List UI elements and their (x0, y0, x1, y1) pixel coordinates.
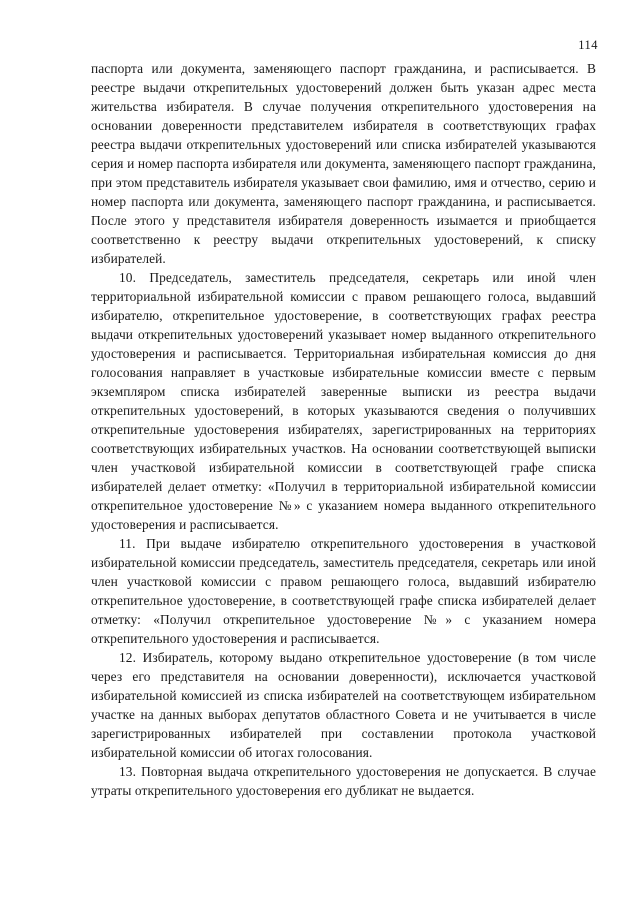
paragraph-continuation: паспорта или документа, заменяющего паспорт гражданина, и расписывается. В реестре выдачи открепительных удостоверений должен быть указан адрес места жительства избирателя. В случае получения открепительного удостоверения на основании доверенности представителем избирателя в соответствующих графах реестра выдачи открепительных удостоверений или списка избирателей указываются серия и номер паспорта избирателя или документа, заменяющего паспорт гражданина, при этом представитель избирателя указывает свои фамилию, имя и отчество, серию и номер паспорта или документа, заменяющего паспорт гражданина, и расписывается. После этого у представителя избирателя доверенность изымается и приобщается соответственно к реестру выдачи открепительных удостоверений, к списку избирателей. (91, 61, 596, 266)
paragraph-item-12: 12. Избиратель, которому выдано открепительное удостоверение (в том числе через его представителя на основании доверенности), исключается участковой избирательной комиссией из списка избирателей на соответствующем избирательном участке на данных выборах депутатов областного Совета и не учитывается в числе зарегистрированных избирателей при составлении протокола участковой избирательной комиссии об итогах голосования. (91, 650, 596, 760)
paragraph-item-11: 11. При выдаче избирателю открепительного удостоверения в участковой избирательной комиссии председатель, заместитель председателя, секретарь или иной член участковой комиссии с правом решающего голоса, выдавший избирателю открепительное удостоверение, в соответствующей графе списка избирателей делает отметку: «Получил открепительное удостоверение №» с указанием номера открепительного удостоверения и расписывается. (91, 536, 596, 646)
document-body (91, 59, 596, 800)
paragraph-item-13: 13. Повторная выдача открепительного удостоверения не допускается. В случае утраты открепительного удостоверения его дубликат не выдается. (91, 764, 596, 798)
paragraph-item-10: 10. Председатель, заместитель председателя, секретарь или иной член территориальной избирательной комиссии с правом решающего голоса, выдавший избирателю, открепительное удостоверение, в соответствующих графах реестра выдачи открепительных удостоверений указывает номер выданного открепительного удостоверения и расписывается. Территориальная избирательная комиссия до дня голосования направляет в участковые избирательные комиссии вместе с первым экземпляром списка избирателей заверенные выписки из реестра выдачи открепительных удостоверений, в которых указываются сведения о получивших открепительные удостоверения избирателях, зарегистрированных на территориях соответствующих избирательных участков. На основании соответствующей выписки член участковой избирательной комиссии в соответствующей графе списка избирателей делает отметку: «Получил в территориальной избирательной комиссии открепительное удостоверение №» с указанием номера выданного открепительного удостоверения и расписывается. (91, 270, 596, 532)
page-number: 114 (578, 38, 598, 52)
